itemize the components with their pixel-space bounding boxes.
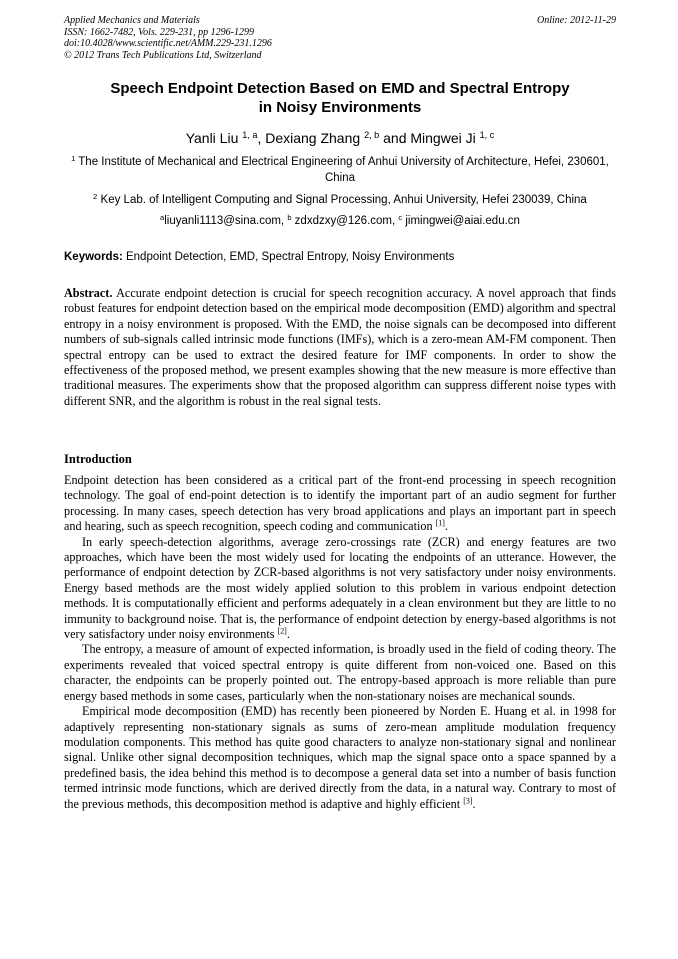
journal-issn: ISSN: 1662-7482, Vols. 229-231, pp 1296-1299	[64, 26, 254, 38]
abstract-label: Abstract.	[64, 286, 113, 300]
author-emails	[64, 214, 616, 230]
keywords-label: Keywords:	[64, 251, 123, 263]
citation: [1]	[435, 518, 445, 528]
author-affiliation-mark: 2, b	[364, 130, 380, 140]
paragraph-end: .	[472, 796, 476, 811]
author-list	[64, 130, 616, 147]
paragraph-text: Endpoint detection has been considered as a critical part of the front-end processing in speech recognition technology. The goal of end-point detection is to identify the important part of an audio segment for further processing. In many cases, speech detection has very broad applications and plays an important part in speech and hearing, such as speech recognition, speech coding and communication	[64, 473, 616, 534]
author-name: Mingwei Ji	[410, 130, 476, 146]
keywords-text: Endpoint Detection, EMD, Spectral Entropy, Noisy Environments	[122, 251, 455, 263]
title-line-2: in Noisy Environments	[258, 98, 422, 116]
author-name: Yanli Liu	[185, 130, 239, 146]
author-name: Dexiang Zhang	[265, 130, 361, 146]
journal-copyright: © 2012 Trans Tech Publications Ltd, Switzerland	[64, 49, 262, 61]
paper-title	[64, 80, 616, 117]
email-address: jimingwei@aiai.edu.cn	[402, 215, 520, 227]
email-address: zdxdzxy@126.com,	[291, 215, 399, 227]
affiliation-1	[64, 155, 616, 186]
affiliation-text: Key Lab. of Intelligent Computing and Signal Processing, Anhui University, Hefei 230039, China	[100, 194, 587, 206]
abstract-text: Accurate endpoint detection is crucial for speech recognition accuracy. A novel approach that finds robust features for endpoint detection based on the empirical mode decomposition (EMD) algorithm and spectral entropy in a noisy environment is proposed. With the EMD, the noise signals can be decomposed into different numbers of sub-signals called intrinsic mode functions (IMFs), which is a zero-mean AM-FM component. Then spectral entropy can be used to extract the desired feature for IMF components. In order to show the effectiveness of the proposed method, we present examples showing that the new measure is more effective than traditional measures. The experiments show that the proposed algorithm can suppress different noise types with different SNR, and the algorithm is robust in the real signal tests.	[64, 286, 616, 408]
citation: [3]	[463, 796, 473, 806]
email-mark: b	[287, 212, 292, 222]
paragraph	[64, 535, 616, 643]
affiliation-number: 1	[71, 153, 76, 163]
author-separator: ,	[257, 130, 266, 146]
citation: [2]	[277, 626, 287, 636]
paragraph-end: .	[286, 627, 290, 642]
section-heading-introduction: Introduction	[64, 452, 132, 466]
paragraph-text: Empirical mode decomposition (EMD) has recently been pioneered by Norden E. Huang et al. in 1998 for adaptively representing non-stationary signals as sums of zero-mean amplitude modulation frequency modulation components. This method has quite good characters to analyze non-stationary signal and nonlinear signal. Unlike other signal decomposition techniques, which map the signal space onto a space spanned by a predefined basis, the idea behind this method is to decompose a general data set into a number of basis function termed intrinsic mode functions, which are derived directly from the data, in a natural way. Contrary to most of the previous methods, this decomposition method is adaptive and highly efficient	[64, 704, 616, 811]
introduction-body	[64, 473, 616, 812]
paragraph	[64, 642, 616, 704]
paragraph-text: In early speech-detection algorithms, average zero-crossings rate (ZCR) and energy features are two approaches, which have been the most widely used for locating the endpoints of an utterance. However, the performance of endpoint detection by ZCR-based algorithms is not very satisfactory under noisy environments. Energy based methods are the most widely applied solution to this problem in various endpoint detection methods. It is computationally efficient and performs adequately in a clean environment but they are little to no immunity to background noise. That is, the performance of endpoint detection by energy-based algorithms is not very satisfactory under noisy environments	[64, 534, 616, 642]
keywords	[64, 250, 616, 265]
journal-header	[64, 15, 616, 61]
online-date: Online: 2012-11-29	[537, 15, 616, 26]
author-affiliation-mark: 1, c	[479, 130, 495, 140]
journal-doi: doi:10.4028/www.scientific.net/AMM.229-231.1296	[64, 38, 272, 50]
paragraph-end: .	[444, 519, 448, 534]
paragraph	[64, 704, 616, 812]
email-address: liuyanli1113@sina.com,	[164, 215, 288, 227]
author-separator: and	[379, 130, 411, 146]
affiliation-text: The Institute of Mechanical and Electrical Engineering of Anhui University of Architecture, Hefei, 230601, China	[78, 156, 609, 184]
paragraph	[64, 473, 616, 535]
journal-name: Applied Mechanics and Materials	[64, 15, 200, 26]
email-mark: a	[160, 212, 165, 222]
author-affiliation-mark: 1, a	[242, 130, 258, 140]
email-mark: c	[398, 212, 403, 222]
affiliation-2	[64, 193, 616, 209]
affiliation-number: 2	[93, 191, 98, 201]
paragraph-text: The entropy, a measure of amount of expected information, is broadly used in the field of coding theory. The experiments revealed that voiced spectral entropy is quite different from non-voiced one. Based on this character, the endpoints can be properly pointed out. The entropy-based approach is more reliable than pure energy based methods in some cases, particularly when the non-stationary noises are mechanical sounds.	[64, 642, 616, 703]
title-line-1: Speech Endpoint Detection Based on EMD and Spectral Entropy	[110, 80, 570, 97]
abstract	[64, 286, 616, 409]
